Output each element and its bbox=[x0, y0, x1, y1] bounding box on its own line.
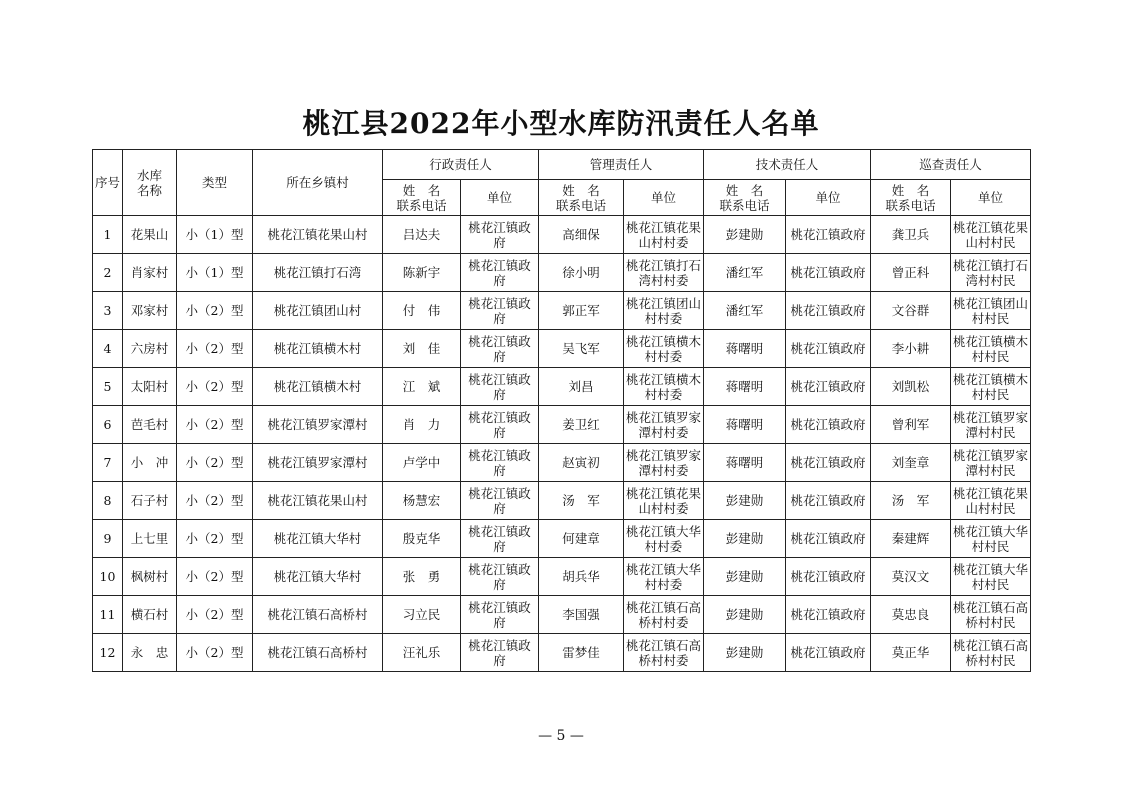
table-row bbox=[93, 558, 1031, 596]
cell-index: 8 bbox=[93, 482, 123, 520]
cell-mgmt-unit bbox=[624, 330, 704, 368]
cell-tech-name: 蒋曙明 bbox=[704, 406, 786, 444]
cell-admin-unit-line: 府 bbox=[493, 462, 506, 478]
cell-reservoir-name: 石子村 bbox=[123, 482, 177, 520]
cell-mgmt-name: 赵寅初 bbox=[539, 444, 624, 482]
table-row bbox=[93, 254, 1031, 292]
cell-admin-unit-line: 桃花江镇政 bbox=[468, 447, 531, 463]
cell-patrol-unit-line: 村村民 bbox=[971, 348, 1010, 364]
cell-patrol-unit-line: 村村民 bbox=[971, 310, 1010, 326]
cell-reservoir-name: 太阳村 bbox=[123, 368, 177, 406]
cell-admin-unit-line: 府 bbox=[493, 538, 506, 554]
cell-tech-name: 彭建勋 bbox=[704, 634, 786, 672]
cell-admin-unit-line: 桃花江镇政 bbox=[468, 371, 531, 387]
header-patrol-unit: 单位 bbox=[951, 180, 1031, 216]
cell-admin-name: 付 伟 bbox=[383, 292, 461, 330]
cell-admin-unit bbox=[461, 596, 539, 634]
cell-mgmt-unit bbox=[624, 254, 704, 292]
cell-index: 1 bbox=[93, 216, 123, 254]
cell-mgmt-name: 汤 军 bbox=[539, 482, 624, 520]
cell-tech-unit: 桃花江镇政府 bbox=[786, 520, 871, 558]
table-row bbox=[93, 482, 1031, 520]
cell-tech-unit: 桃花江镇政府 bbox=[786, 368, 871, 406]
cell-location: 桃花江镇花果山村 bbox=[253, 216, 383, 254]
cell-patrol-unit bbox=[951, 368, 1031, 406]
header-name-line1: 姓 名 bbox=[402, 182, 441, 198]
cell-mgmt-unit-line: 山村村委 bbox=[638, 234, 689, 250]
cell-admin-name: 汪礼乐 bbox=[383, 634, 461, 672]
cell-admin-unit bbox=[461, 558, 539, 596]
cell-tech-name: 潘红军 bbox=[704, 292, 786, 330]
cell-tech-name: 彭建勋 bbox=[704, 596, 786, 634]
cell-patrol-name: 莫正华 bbox=[871, 634, 951, 672]
cell-mgmt-unit bbox=[624, 406, 704, 444]
cell-type: 小（2）型 bbox=[177, 482, 253, 520]
cell-patrol-unit-line: 桃花江镇大华 bbox=[953, 561, 1029, 577]
cell-admin-unit bbox=[461, 634, 539, 672]
cell-patrol-unit-line: 潭村村民 bbox=[965, 462, 1016, 478]
cell-patrol-name: 李小耕 bbox=[871, 330, 951, 368]
cell-patrol-unit bbox=[951, 444, 1031, 482]
cell-patrol-unit-line: 湾村村民 bbox=[965, 272, 1016, 288]
table-body bbox=[93, 216, 1031, 672]
cell-mgmt-unit-line: 桃花江镇罗家 bbox=[626, 447, 702, 463]
header-reservoir-name bbox=[123, 150, 177, 216]
cell-admin-unit bbox=[461, 482, 539, 520]
cell-reservoir-name: 小 冲 bbox=[123, 444, 177, 482]
cell-mgmt-name: 郭正军 bbox=[539, 292, 624, 330]
cell-admin-unit bbox=[461, 444, 539, 482]
cell-patrol-name: 刘凯松 bbox=[871, 368, 951, 406]
header-mgmt-unit: 单位 bbox=[624, 180, 704, 216]
cell-mgmt-unit bbox=[624, 292, 704, 330]
cell-tech-unit: 桃花江镇政府 bbox=[786, 406, 871, 444]
cell-index: 2 bbox=[93, 254, 123, 292]
cell-admin-unit-line: 桃花江镇政 bbox=[468, 409, 531, 425]
cell-patrol-unit-line: 村村民 bbox=[971, 576, 1010, 592]
cell-mgmt-unit bbox=[624, 596, 704, 634]
cell-mgmt-unit-line: 桃花江镇团山 bbox=[626, 295, 702, 311]
cell-admin-unit-line: 桃花江镇政 bbox=[468, 485, 531, 501]
cell-tech-name: 蒋曙明 bbox=[704, 444, 786, 482]
cell-admin-name: 刘 佳 bbox=[383, 330, 461, 368]
cell-type: 小（2）型 bbox=[177, 558, 253, 596]
cell-patrol-unit-line: 桃花江镇花果 bbox=[953, 485, 1029, 501]
cell-index: 3 bbox=[93, 292, 123, 330]
cell-patrol-unit bbox=[951, 482, 1031, 520]
header-tech-name bbox=[704, 180, 786, 216]
cell-mgmt-unit-line: 桃花江镇石高 bbox=[626, 599, 702, 615]
header-tech-unit: 单位 bbox=[786, 180, 871, 216]
table-row bbox=[93, 368, 1031, 406]
cell-index: 12 bbox=[93, 634, 123, 672]
cell-admin-unit-line: 桃花江镇政 bbox=[468, 219, 531, 235]
header-admin-unit: 单位 bbox=[461, 180, 539, 216]
cell-patrol-unit bbox=[951, 558, 1031, 596]
cell-patrol-unit-line: 桥村村民 bbox=[965, 652, 1016, 668]
cell-admin-unit bbox=[461, 520, 539, 558]
cell-tech-unit: 桃花江镇政府 bbox=[786, 444, 871, 482]
cell-tech-unit: 桃花江镇政府 bbox=[786, 330, 871, 368]
header-name-line1: 姓 名 bbox=[725, 182, 764, 198]
cell-admin-unit-line: 府 bbox=[493, 386, 506, 402]
cell-admin-unit bbox=[461, 254, 539, 292]
cell-type: 小（2）型 bbox=[177, 520, 253, 558]
cell-location: 桃花江镇横木村 bbox=[253, 368, 383, 406]
cell-patrol-unit bbox=[951, 292, 1031, 330]
table-row bbox=[93, 330, 1031, 368]
cell-patrol-unit-line: 桃花江镇大华 bbox=[953, 523, 1029, 539]
page-number: — 5 — bbox=[538, 728, 584, 744]
cell-admin-unit bbox=[461, 292, 539, 330]
cell-mgmt-unit-line: 村村委 bbox=[644, 348, 683, 364]
header-group-admin: 行政责任人 bbox=[383, 150, 539, 180]
cell-patrol-unit-line: 山村村民 bbox=[965, 500, 1016, 516]
responsibility-table bbox=[92, 149, 1031, 672]
cell-admin-unit-line: 府 bbox=[493, 652, 506, 668]
cell-tech-unit: 桃花江镇政府 bbox=[786, 558, 871, 596]
cell-patrol-unit-line: 桃花江镇横木 bbox=[953, 371, 1029, 387]
cell-patrol-name: 汤 军 bbox=[871, 482, 951, 520]
header-name-line1: 姓 名 bbox=[562, 182, 600, 198]
cell-mgmt-unit-line: 桃花江镇花果 bbox=[626, 485, 702, 501]
cell-patrol-unit-line: 桃花江镇石高 bbox=[953, 637, 1029, 653]
header-patrol-name bbox=[871, 180, 951, 216]
cell-admin-unit-line: 府 bbox=[493, 272, 506, 288]
cell-patrol-unit bbox=[951, 216, 1031, 254]
cell-location: 桃花江镇罗家潭村 bbox=[253, 406, 383, 444]
table-row bbox=[93, 520, 1031, 558]
cell-reservoir-name: 邓家村 bbox=[123, 292, 177, 330]
cell-admin-unit-line: 府 bbox=[493, 310, 506, 326]
cell-tech-unit: 桃花江镇政府 bbox=[786, 292, 871, 330]
cell-admin-name: 殷克华 bbox=[383, 520, 461, 558]
cell-admin-unit-line: 桃花江镇政 bbox=[468, 637, 531, 653]
cell-patrol-unit-line: 桃花江镇花果 bbox=[953, 219, 1029, 235]
cell-admin-unit-line: 桃花江镇政 bbox=[468, 295, 531, 311]
cell-mgmt-name: 胡兵华 bbox=[539, 558, 624, 596]
cell-type: 小（1）型 bbox=[177, 254, 253, 292]
cell-tech-name: 彭建勋 bbox=[704, 216, 786, 254]
cell-type: 小（2）型 bbox=[177, 368, 253, 406]
cell-admin-unit bbox=[461, 406, 539, 444]
cell-admin-name: 陈新宇 bbox=[383, 254, 461, 292]
cell-mgmt-unit-line: 桃花江镇石高 bbox=[626, 637, 702, 653]
document-title: 桃江县2022年小型水库防汛责任人名单 bbox=[302, 107, 820, 140]
cell-mgmt-unit-line: 桥村村委 bbox=[638, 614, 689, 630]
cell-location: 桃花江镇横木村 bbox=[253, 330, 383, 368]
cell-admin-unit-line: 府 bbox=[493, 614, 506, 630]
cell-admin-name: 肖 力 bbox=[383, 406, 461, 444]
cell-mgmt-unit bbox=[624, 558, 704, 596]
cell-admin-unit-line: 府 bbox=[493, 348, 506, 364]
cell-patrol-unit-line: 桃花江镇打石 bbox=[953, 257, 1029, 273]
cell-tech-unit: 桃花江镇政府 bbox=[786, 634, 871, 672]
cell-mgmt-unit bbox=[624, 482, 704, 520]
cell-admin-unit bbox=[461, 330, 539, 368]
header-group-management: 管理责任人 bbox=[539, 150, 704, 180]
cell-admin-unit-line: 桃花江镇政 bbox=[468, 523, 531, 539]
cell-mgmt-unit-line: 村村委 bbox=[644, 386, 683, 402]
cell-patrol-unit-line: 潭村村民 bbox=[965, 424, 1016, 440]
cell-location: 桃花江镇大华村 bbox=[253, 558, 383, 596]
cell-type: 小（2）型 bbox=[177, 292, 253, 330]
cell-index: 10 bbox=[93, 558, 123, 596]
cell-reservoir-name: 永 忠 bbox=[123, 634, 177, 672]
cell-mgmt-unit-line: 桃花江镇横木 bbox=[626, 333, 702, 349]
cell-admin-name: 张 勇 bbox=[383, 558, 461, 596]
cell-patrol-name: 刘奎章 bbox=[871, 444, 951, 482]
table-row bbox=[93, 634, 1031, 672]
cell-tech-unit: 桃花江镇政府 bbox=[786, 596, 871, 634]
header-name-line1: 姓 名 bbox=[891, 182, 930, 198]
cell-mgmt-unit-line: 桃花江镇横木 bbox=[626, 371, 702, 387]
cell-location: 桃花江镇罗家潭村 bbox=[253, 444, 383, 482]
table-row bbox=[93, 216, 1031, 254]
cell-mgmt-unit-line: 桥村村委 bbox=[638, 652, 689, 668]
table-row bbox=[93, 406, 1031, 444]
cell-patrol-name: 文谷群 bbox=[871, 292, 951, 330]
cell-tech-name: 蒋曙明 bbox=[704, 368, 786, 406]
cell-patrol-unit bbox=[951, 254, 1031, 292]
table-row bbox=[93, 444, 1031, 482]
cell-admin-unit bbox=[461, 368, 539, 406]
cell-mgmt-name: 姜卫红 bbox=[539, 406, 624, 444]
header-admin-name bbox=[383, 180, 461, 216]
cell-mgmt-name: 何建章 bbox=[539, 520, 624, 558]
cell-mgmt-unit-line: 潭村村委 bbox=[638, 424, 689, 440]
cell-type: 小（2）型 bbox=[177, 444, 253, 482]
cell-mgmt-name: 徐小明 bbox=[539, 254, 624, 292]
table-row bbox=[93, 596, 1031, 634]
cell-admin-unit-line: 桃花江镇政 bbox=[468, 561, 531, 577]
cell-patrol-unit bbox=[951, 596, 1031, 634]
cell-location: 桃花江镇团山村 bbox=[253, 292, 383, 330]
cell-patrol-unit-line: 桃花江镇团山 bbox=[953, 295, 1029, 311]
cell-mgmt-unit-line: 村村委 bbox=[644, 538, 683, 554]
cell-mgmt-unit-line: 村村委 bbox=[644, 576, 683, 592]
cell-admin-unit bbox=[461, 216, 539, 254]
cell-mgmt-unit-line: 桃花江镇打石 bbox=[626, 257, 702, 273]
cell-mgmt-name: 高细保 bbox=[539, 216, 624, 254]
cell-index: 11 bbox=[93, 596, 123, 634]
cell-index: 7 bbox=[93, 444, 123, 482]
cell-mgmt-unit-line: 潭村村委 bbox=[638, 462, 689, 478]
cell-tech-unit: 桃花江镇政府 bbox=[786, 216, 871, 254]
header-group-patrol: 巡查责任人 bbox=[871, 150, 1031, 180]
cell-patrol-unit-line: 山村村民 bbox=[965, 234, 1016, 250]
header-location: 所在乡镇村 bbox=[253, 150, 383, 216]
cell-location: 桃花江镇石高桥村 bbox=[253, 634, 383, 672]
header-mgmt-name bbox=[539, 180, 624, 216]
cell-mgmt-name: 刘昌 bbox=[539, 368, 624, 406]
cell-patrol-unit-line: 村村民 bbox=[971, 386, 1010, 402]
cell-admin-unit-line: 桃花江镇政 bbox=[468, 599, 531, 615]
cell-type: 小（2）型 bbox=[177, 634, 253, 672]
header-name-line2: 联系电话 bbox=[555, 197, 606, 213]
cell-admin-unit-line: 府 bbox=[493, 500, 506, 516]
cell-type: 小（2）型 bbox=[177, 406, 253, 444]
cell-admin-name: 江 斌 bbox=[383, 368, 461, 406]
cell-admin-name: 杨慧宏 bbox=[383, 482, 461, 520]
header-name-line2: 联系电话 bbox=[719, 197, 770, 213]
cell-type: 小（1）型 bbox=[177, 216, 253, 254]
header-index: 序号 bbox=[93, 150, 123, 216]
cell-index: 6 bbox=[93, 406, 123, 444]
cell-patrol-name: 莫汉文 bbox=[871, 558, 951, 596]
cell-patrol-unit-line: 桥村村民 bbox=[965, 614, 1016, 630]
cell-location: 桃花江镇大华村 bbox=[253, 520, 383, 558]
cell-tech-unit: 桃花江镇政府 bbox=[786, 254, 871, 292]
cell-tech-name: 彭建勋 bbox=[704, 520, 786, 558]
cell-mgmt-unit bbox=[624, 634, 704, 672]
cell-mgmt-unit-line: 桃花江镇花果 bbox=[626, 219, 702, 235]
cell-tech-name: 彭建勋 bbox=[704, 558, 786, 596]
cell-tech-name: 蒋曙明 bbox=[704, 330, 786, 368]
cell-admin-name: 习立民 bbox=[383, 596, 461, 634]
cell-patrol-unit-line: 桃花江镇罗家 bbox=[953, 409, 1029, 425]
cell-reservoir-name: 上七里 bbox=[123, 520, 177, 558]
cell-reservoir-name: 枫树村 bbox=[123, 558, 177, 596]
cell-tech-unit: 桃花江镇政府 bbox=[786, 482, 871, 520]
cell-reservoir-name: 横石村 bbox=[123, 596, 177, 634]
cell-admin-name: 吕达夫 bbox=[383, 216, 461, 254]
cell-patrol-unit-line: 村村民 bbox=[971, 538, 1010, 554]
cell-reservoir-name: 肖家村 bbox=[123, 254, 177, 292]
cell-mgmt-name: 李国强 bbox=[539, 596, 624, 634]
cell-reservoir-name: 六房村 bbox=[123, 330, 177, 368]
cell-location: 桃花江镇石高桥村 bbox=[253, 596, 383, 634]
cell-type: 小（2）型 bbox=[177, 596, 253, 634]
cell-patrol-unit-line: 桃花江镇石高 bbox=[953, 599, 1029, 615]
cell-reservoir-name: 芭毛村 bbox=[123, 406, 177, 444]
table-row bbox=[93, 292, 1031, 330]
cell-patrol-name: 莫忠良 bbox=[871, 596, 951, 634]
cell-location: 桃花江镇花果山村 bbox=[253, 482, 383, 520]
cell-reservoir-name: 花果山 bbox=[123, 216, 177, 254]
header-type: 类型 bbox=[177, 150, 253, 216]
cell-mgmt-unit bbox=[624, 216, 704, 254]
cell-index: 4 bbox=[93, 330, 123, 368]
cell-patrol-unit bbox=[951, 634, 1031, 672]
cell-admin-unit-line: 府 bbox=[493, 424, 506, 440]
cell-mgmt-unit bbox=[624, 520, 704, 558]
cell-admin-name: 卢学中 bbox=[383, 444, 461, 482]
cell-patrol-name: 秦建辉 bbox=[871, 520, 951, 558]
cell-mgmt-name: 吴飞军 bbox=[539, 330, 624, 368]
cell-mgmt-name: 雷梦佳 bbox=[539, 634, 624, 672]
cell-patrol-unit bbox=[951, 330, 1031, 368]
cell-patrol-unit bbox=[951, 520, 1031, 558]
cell-mgmt-unit-line: 山村村委 bbox=[638, 500, 689, 516]
cell-admin-unit-line: 府 bbox=[493, 576, 506, 592]
cell-location: 桃花江镇打石湾 bbox=[253, 254, 383, 292]
cell-admin-unit-line: 桃花江镇政 bbox=[468, 333, 531, 349]
cell-patrol-name: 曾正科 bbox=[871, 254, 951, 292]
cell-tech-name: 彭建勋 bbox=[704, 482, 786, 520]
header-name-line2: 联系电话 bbox=[885, 197, 936, 213]
header-group-technical: 技术责任人 bbox=[704, 150, 871, 180]
cell-mgmt-unit-line: 村村委 bbox=[644, 310, 683, 326]
cell-type: 小（2）型 bbox=[177, 330, 253, 368]
header-reservoir-line2: 名称 bbox=[136, 182, 162, 198]
cell-mgmt-unit bbox=[624, 444, 704, 482]
cell-index: 5 bbox=[93, 368, 123, 406]
cell-mgmt-unit-line: 湾村村委 bbox=[638, 272, 689, 288]
cell-patrol-name: 曾利军 bbox=[871, 406, 951, 444]
cell-patrol-unit-line: 桃花江镇横木 bbox=[953, 333, 1029, 349]
cell-patrol-unit bbox=[951, 406, 1031, 444]
cell-index: 9 bbox=[93, 520, 123, 558]
cell-mgmt-unit-line: 桃花江镇大华 bbox=[626, 561, 702, 577]
cell-patrol-name: 龚卫兵 bbox=[871, 216, 951, 254]
cell-admin-unit-line: 府 bbox=[493, 234, 506, 250]
cell-admin-unit-line: 桃花江镇政 bbox=[468, 257, 531, 273]
cell-mgmt-unit-line: 桃花江镇大华 bbox=[626, 523, 702, 539]
header-reservoir-line1: 水库 bbox=[136, 167, 162, 183]
cell-mgmt-unit bbox=[624, 368, 704, 406]
cell-mgmt-unit-line: 桃花江镇罗家 bbox=[626, 409, 702, 425]
header-name-line2: 联系电话 bbox=[396, 197, 447, 213]
cell-tech-name: 潘红军 bbox=[704, 254, 786, 292]
header-row-groups bbox=[93, 150, 1031, 180]
cell-patrol-unit-line: 桃花江镇罗家 bbox=[953, 447, 1029, 463]
